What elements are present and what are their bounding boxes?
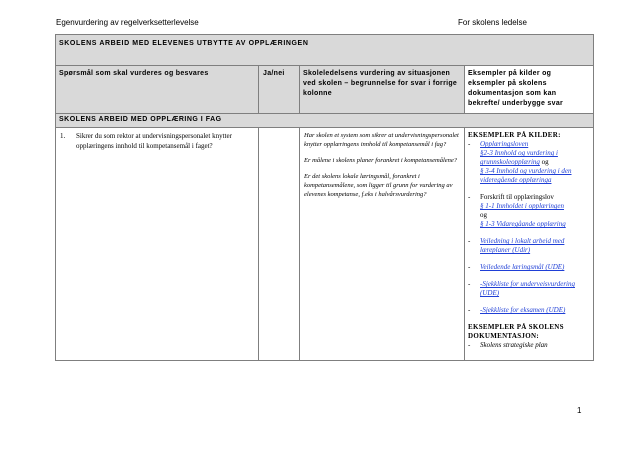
link-paragraph-1-1[interactable]: § 1-1 Innholdet i opplæringen <box>480 202 564 210</box>
link-paragraph-3-4[interactable]: § 3-4 Innhold og vurdering i den videregående opplæringa <box>480 167 572 184</box>
examples-cell <box>465 128 594 361</box>
link-paragraph-2-3[interactable]: §2-3 Innhold og vurdering i grunnskoleopplæring <box>480 149 558 166</box>
column-header-questions <box>56 66 259 114</box>
criterion-3: Er det skolens lokale læringsmål, forankret i kompetansemålene, som ligger til grunn for vurdering av elevenes kompetanse, f.eks i halvårsvurdering? <box>304 173 453 198</box>
column-header-row <box>56 66 594 114</box>
sources-heading: EKSEMPLER PÅ KILDER: <box>468 131 561 139</box>
assessment-cell[interactable] <box>300 128 465 361</box>
page-number: 1 <box>577 406 582 415</box>
column-header-assessment-label: Skoleledelsens vurdering av situasjonen ved skolen – begrunnelse for svar i forrige kolonne <box>303 70 458 97</box>
column-header-yes-no-label: Ja/nei <box>263 70 285 77</box>
list-item: - -Sjekkliste for eksamen (UDE) <box>468 306 566 314</box>
documentation-item: Skolens strategiske plan <box>480 341 548 349</box>
list-item: - Veiledende læringsmål (UDE) <box>468 263 565 271</box>
link-veiledning-laereplaner[interactable]: Veiledning i lokalt arbeid med læreplaner (Udir) <box>480 237 565 254</box>
documentation-heading: EKSEMPLER PÅ SKOLENS DOKUMENTASJON: <box>468 323 564 340</box>
subsection-band <box>56 114 594 128</box>
column-header-assessment <box>300 66 465 114</box>
yes-no-cell[interactable] <box>259 128 300 361</box>
list-item: - Forskrift til opplæringslov § 1-1 Innholdet i opplæringen og § 1-3 Vidaregåande opplæring <box>468 193 566 228</box>
list-item: - Veiledning i lokalt arbeid med læreplaner (Udir) <box>468 237 565 254</box>
question-cell <box>56 128 259 361</box>
table-row <box>56 128 594 361</box>
column-header-questions-label: Spørsmål som skal vurderes og besvares <box>59 70 209 77</box>
assessment-table <box>55 34 594 361</box>
link-opplaeringsloven[interactable]: Opplæringsloven <box>480 140 529 148</box>
list-item: - -Sjekkliste for underveisvurdering (UDE) <box>468 280 575 297</box>
criterion-1: Har skolen et system som sikrer at undervisningspersonalet knytter opplæringens innhold til kompetansemål i fag? <box>304 132 459 148</box>
header-document-title: Egenvurdering av regelverksetterlevelse <box>56 18 199 27</box>
section-band-row <box>56 35 594 66</box>
question-text: Sikrer du som rektor at undervisningspersonalet knytter opplæringens innhold til kompetansemål i faget? <box>76 132 232 150</box>
source-forskrift: Forskrift til opplæringslov <box>480 193 554 201</box>
link-paragraph-1-3[interactable]: § 1-3 Vidaregåande opplæring <box>480 220 566 228</box>
column-header-yes-no <box>259 66 300 114</box>
link-veiledende-laeringsmal[interactable]: Veiledende læringsmål (UDE) <box>480 263 565 271</box>
conjunction-og: og <box>480 211 487 219</box>
criterion-2: Er målene i skolens planer forankret i kompetansemålene? <box>304 157 458 164</box>
question-number: 1. <box>60 132 66 140</box>
column-header-examples-label: Eksempler på kilder og eksempler på skolens dokumentasjon som kan bekrefte/ underbygge svar <box>468 70 564 107</box>
header-audience: For skolens ledelse <box>458 18 527 27</box>
list-item: - Skolens strategiske plan <box>468 341 590 350</box>
subsection-band-title: SKOLENS ARBEID MED OPPLÆRING I FAG <box>59 116 222 123</box>
conjunction-og: og <box>541 158 549 166</box>
section-band <box>56 35 594 66</box>
list-item: - Opplæringsloven §2-3 Innhold og vurdering i grunnskoleopplæring og § 3-4 Innhold og vurdering i den videregående opplæringa <box>468 140 572 184</box>
section-band-title: SKOLENS ARBEID MED ELEVENES UTBYTTE AV OPPLÆRINGEN <box>59 40 309 47</box>
link-sjekkliste-eksamen[interactable]: -Sjekkliste for eksamen (UDE) <box>480 306 566 314</box>
column-header-examples <box>465 66 594 114</box>
link-sjekkliste-underveisvurdering[interactable]: -Sjekkliste for underveisvurdering (UDE) <box>480 280 575 297</box>
subsection-band-row <box>56 114 594 128</box>
